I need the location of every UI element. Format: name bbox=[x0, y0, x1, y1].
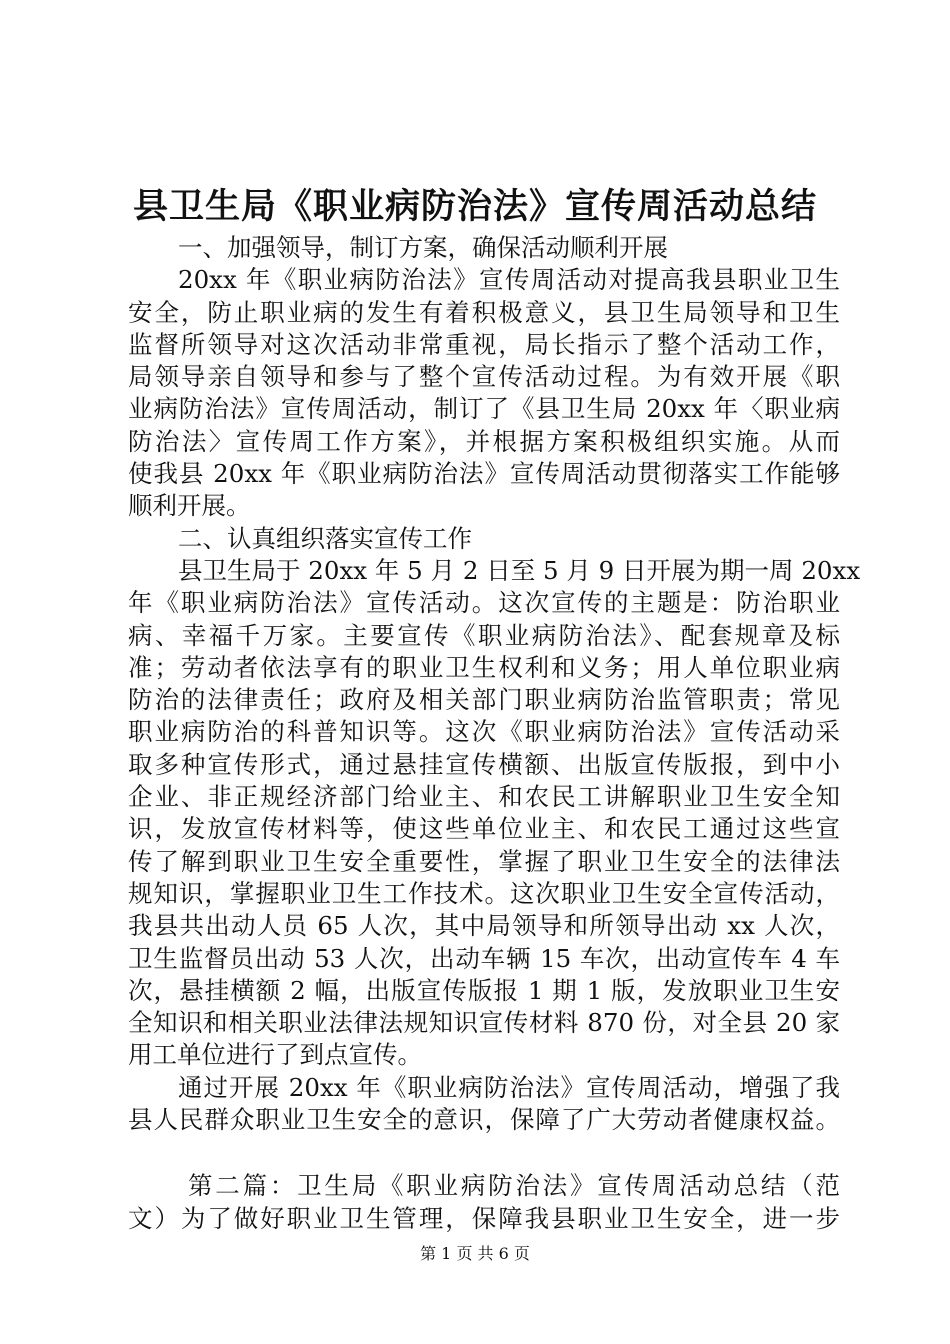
paragraph-line: 通过开展 20xx 年《职业病防治法》宣传周活动，增强了我 bbox=[178, 1072, 840, 1102]
page-number-footer: 第 1 页 共 6 页 bbox=[420, 1244, 530, 1263]
paragraph-line: 全知识和相关职业法律法规知识宣传材料 870 份，对全县 20 家 bbox=[128, 1008, 840, 1038]
paragraph-line: 卫生监督员出动 53 人次，出动车辆 15 车次，出动宣传车 4 车 bbox=[128, 943, 840, 973]
document-title: 县卫生局《职业病防治法》宣传周活动总结 bbox=[132, 186, 817, 227]
paragraph-line: 业病防治法》宣传周活动，制订了《县卫生局 20xx 年〈职业病 bbox=[128, 394, 840, 424]
paragraph-line: 规知识，掌握职业卫生工作技术。这次职业卫生安全宣传活动， bbox=[128, 878, 840, 908]
second-article-line: 文）为了做好职业卫生管理，保障我县职业卫生安全，进一步 bbox=[128, 1203, 840, 1233]
paragraph-line: 局领导亲自领导和参与了整个宣传活动过程。为有效开展《职 bbox=[128, 362, 840, 392]
paragraph-line: 县人民群众职业卫生安全的意识，保障了广大劳动者健康权益。 bbox=[128, 1105, 840, 1135]
section-heading-1: 一、加强领导，制订方案，确保活动顺利开展 bbox=[178, 233, 668, 262]
paragraph-line: 职业病防治的科普知识等。这次《职业病防治法》宣传活动采 bbox=[128, 717, 840, 747]
paragraph-line: 防治法〉宣传周工作方案》，并根据方案积极组织实施。从而 bbox=[128, 426, 840, 456]
paragraph-line: 我县共出动人员 65 人次，其中局领导和所领导出动 xx 人次， bbox=[128, 911, 840, 941]
paragraph-line: 监督所领导对这次活动非常重视，局长指示了整个活动工作， bbox=[128, 329, 840, 359]
paragraph-line: 病、幸福千万家。主要宣传《职业病防治法》、配套规章及标 bbox=[128, 620, 840, 650]
paragraph-line: 识，发放宣传材料等，使这些单位业主、和农民工通过这些宣 bbox=[128, 814, 840, 844]
document-body bbox=[128, 232, 861, 1235]
paragraph-line: 准；劳动者依法享有的职业卫生权利和义务；用人单位职业病 bbox=[128, 652, 840, 682]
paragraph-line: 防治的法律责任；政府及相关部门职业病防治监管职责；常见 bbox=[128, 685, 840, 715]
paragraph-line: 使我县 20xx 年《职业病防治法》宣传周活动贯彻落实工作能够 bbox=[128, 459, 840, 489]
paragraph-line: 县卫生局于 20xx 年 5 月 2 日至 5 月 9 日开展为期一周 20xx bbox=[178, 555, 861, 585]
paragraph-gap bbox=[128, 1136, 840, 1170]
paragraph-line: 取多种宣传形式，通过悬挂宣传横额、出版宣传版报，到中小 bbox=[128, 749, 840, 779]
paragraph-line: 安全，防止职业病的发生有着积极意义，县卫生局领导和卫生 bbox=[128, 297, 840, 327]
paragraph-line: 用工单位进行了到点宣传。 bbox=[128, 1040, 422, 1070]
section-heading-2: 二、认真组织落实宣传工作 bbox=[178, 523, 472, 553]
paragraph-line: 企业、非正规经济部门给业主、和农民工讲解职业卫生安全知 bbox=[128, 782, 840, 812]
second-article-line: 第二篇：卫生局《职业病防治法》宣传周活动总结（范 bbox=[188, 1171, 840, 1201]
paragraph-line: 传了解到职业卫生安全重要性，掌握了职业卫生安全的法律法 bbox=[128, 846, 840, 876]
paragraph-line: 年《职业病防治法》宣传活动。这次宣传的主题是：防治职业 bbox=[128, 588, 840, 618]
paragraph-line: 20xx 年《职业病防治法》宣传周活动对提高我县职业卫生 bbox=[178, 265, 840, 295]
paragraph-line: 次，悬挂横额 2 幅，出版宣传版报 1 期 1 版，发放职业卫生安 bbox=[128, 975, 840, 1005]
paragraph-line: 顺利开展。 bbox=[128, 491, 251, 521]
